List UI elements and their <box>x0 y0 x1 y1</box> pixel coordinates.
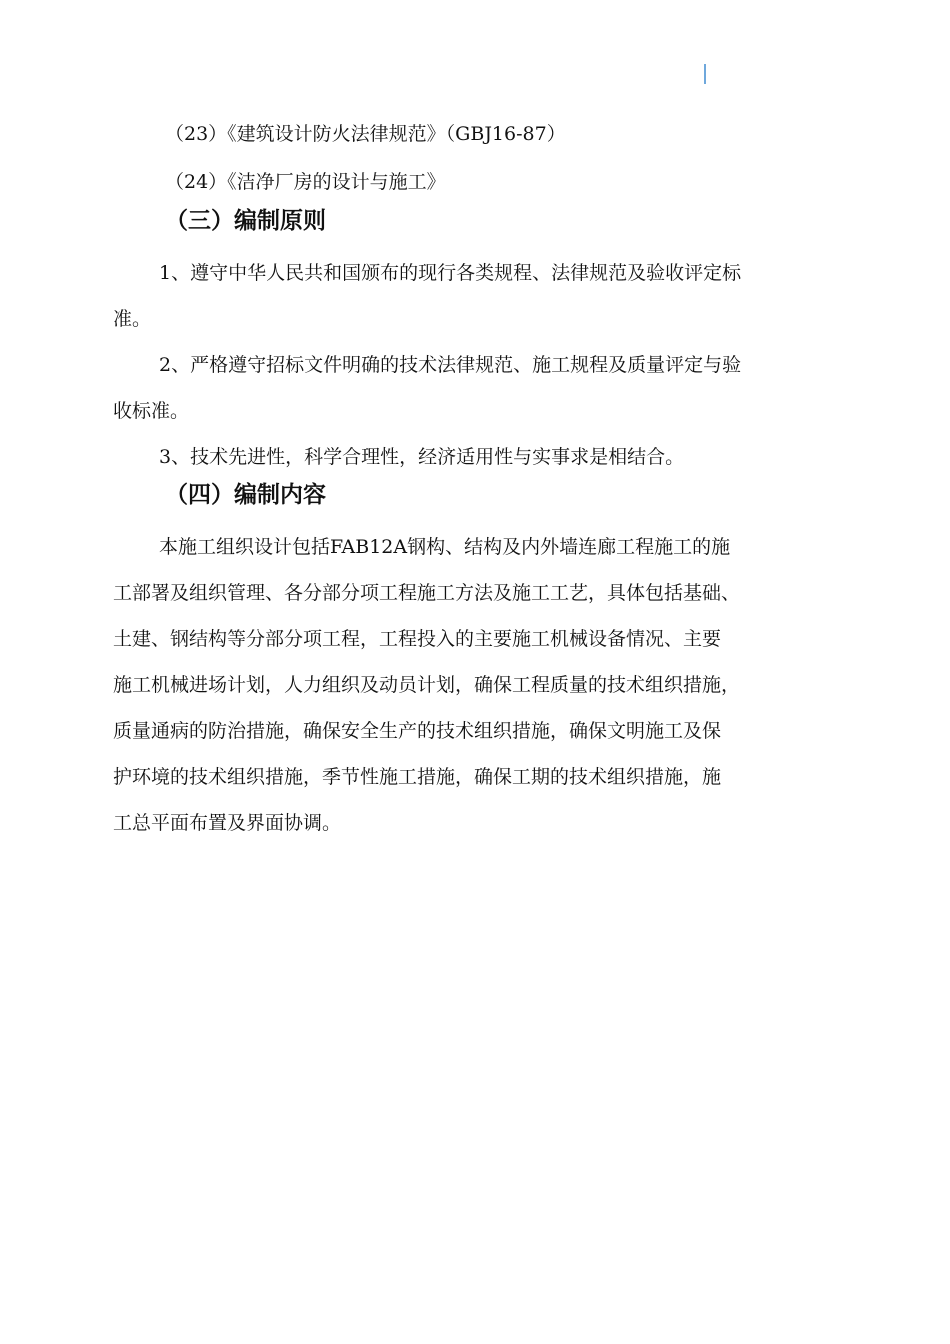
principle-2-line-2: 收标准。 <box>113 400 190 422</box>
contents-line-5: 质量通病的防治措施，确保安全生产的技术组织措施，确保文明施工及保 <box>113 720 722 742</box>
contents-line-6: 护环境的技术组织措施，季节性施工措施，确保工期的技术组织措施，施 <box>113 766 722 788</box>
text-cursor-mark <box>704 64 706 84</box>
contents-line-4: 施工机械进场计划，人力组织及动员计划，确保工程质量的技术组织措施， <box>113 674 741 696</box>
principle-item-1 <box>113 250 853 342</box>
principle-1-line-1: 1、遵守中华人民共和国颁布的现行各类规程、法律规范及验收评定标 <box>159 262 742 284</box>
principle-item-3 <box>113 434 853 480</box>
contents-line-2: 工部署及组织管理、各分部分项工程施工方法及施工工艺，具体包括基础、 <box>113 582 741 604</box>
principle-1-line-2: 准。 <box>113 308 152 330</box>
principle-3-line-1: 3、技术先进性，科学合理性，经济适用性与实事求是相结合。 <box>159 446 685 468</box>
contents-paragraph <box>113 524 853 846</box>
contents-line-3: 土建、钢结构等分部分项工程，工程投入的主要施工机械设备情况、主要 <box>113 628 722 650</box>
principle-item-2 <box>113 342 853 434</box>
reference-item-23: （23）《建筑设计防火法律规范》（GBJ16-87） <box>165 123 566 145</box>
contents-line-1: 本施工组织设计包括FAB12A钢构、结构及内外墙连廊工程施工的施 <box>159 536 731 558</box>
section-heading-principles: （三）编制原则 <box>165 208 326 234</box>
section-heading-contents: （四）编制内容 <box>165 482 326 508</box>
page-content <box>113 122 853 846</box>
principle-2-line-1: 2、严格遵守招标文件明确的技术法律规范、施工规程及质量评定与验 <box>159 354 742 376</box>
reference-item-24: （24）《洁净厂房的设计与施工》 <box>165 171 446 193</box>
contents-line-7: 工总平面布置及界面协调。 <box>113 812 342 834</box>
